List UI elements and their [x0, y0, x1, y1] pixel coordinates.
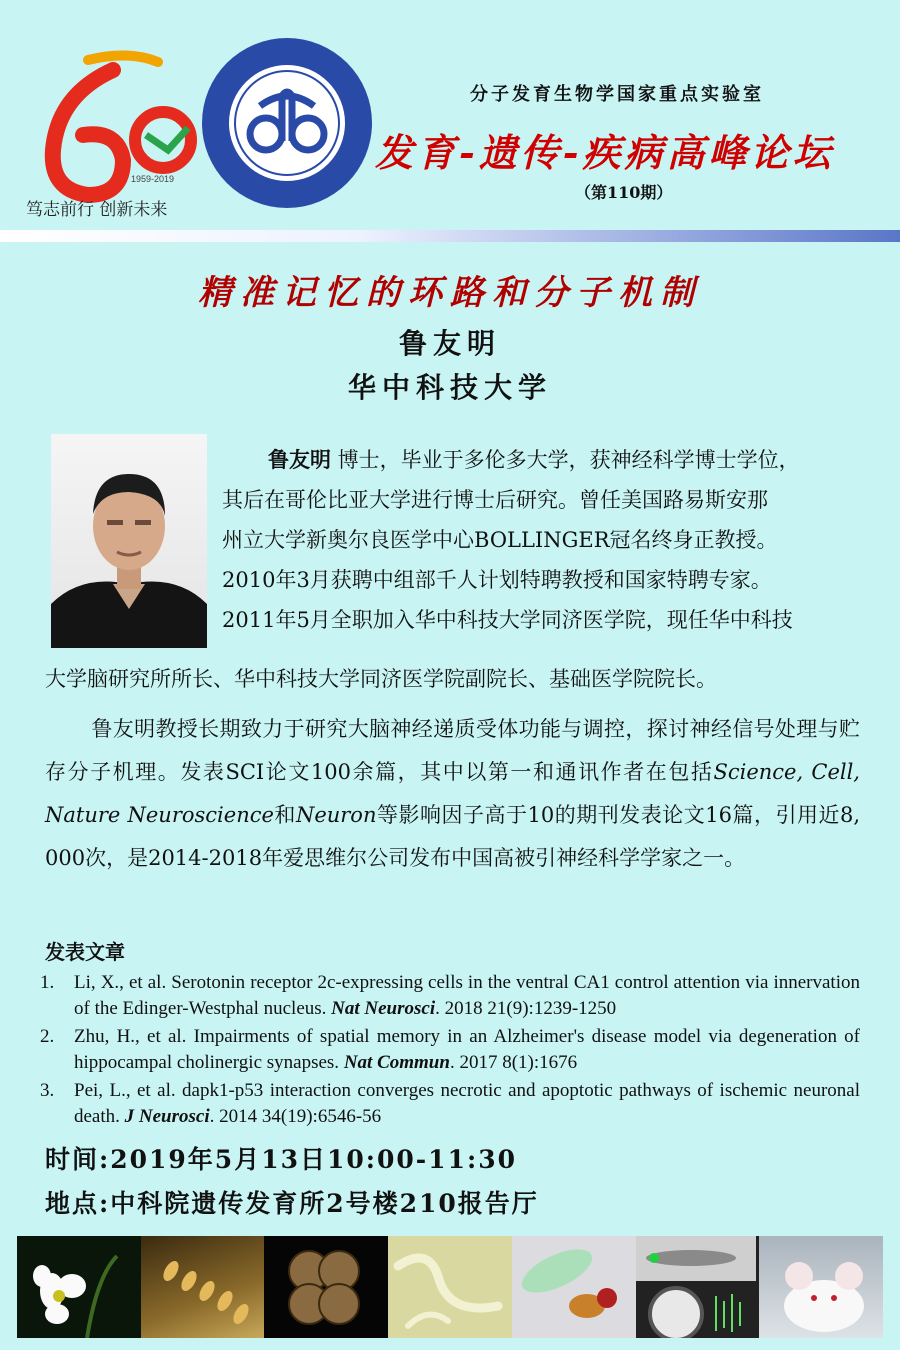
nematode-worm-image: [388, 1236, 512, 1338]
anniversary-motto: 笃志前行 创新未来: [26, 200, 168, 220]
event-place: 地点:中科院遗传发育所2号楼210报告厅: [45, 1189, 539, 1218]
bio-line: 2011年5月全职加入华中科技大学同济医学院，现任华中科技: [222, 608, 793, 632]
speaker-name: 鲁友明: [398, 327, 501, 360]
research-paragraph: [45, 708, 860, 880]
publication-tail: . 2018 21(9):1239-1250: [435, 998, 617, 1019]
speaker-photo: [51, 434, 207, 648]
publication-item: [40, 970, 860, 1022]
speaker-bio: [222, 440, 862, 640]
lab-seal-logo: [200, 36, 375, 211]
publications-heading: 发表文章: [45, 940, 125, 964]
publication-text: Li, X., et al. Serotonin receptor 2c-expressing cells in the ventral CA1 control attention via innervation of the Edinger-Westphal nucleus.: [74, 972, 860, 1019]
research-journal-neuron: Neuron: [295, 803, 377, 827]
research-and: 和: [273, 803, 296, 827]
forum-issue: （第110期）: [575, 183, 673, 202]
forum-title: 发育-遗传-疾病高峰论坛: [375, 130, 835, 175]
speaker-institution: 华中科技大学: [347, 371, 552, 404]
anniversary-years: 1959-2019: [131, 174, 175, 184]
publication-item: [40, 1024, 860, 1076]
publication-journal: Nat Neurosci: [331, 998, 436, 1019]
research-text-1: 鲁友明教授长期致力于研究大脑神经递质受体功能与调控，探讨神经信号处理与贮存分子机理。发表SCI论文100余篇，其中以第一和通讯作者在包括: [45, 717, 860, 784]
bio-last-line: 大学脑研究所所长、华中科技大学同济医学院副院长、基础医学院院长。: [45, 667, 717, 691]
bio-line: 州立大学新奥尔良医学中心BOLLINGER冠名终身正教授。: [222, 528, 778, 552]
research-text-2: 等影响因子高于10的期刊发表论文16篇，引用近8, 000次，是2014-2018年爱思维尔公司发布中国高被引神经科学学家之一。: [45, 803, 861, 870]
embryo-cells-image: [264, 1236, 388, 1338]
bio-name: 鲁友明: [268, 447, 331, 472]
bio-line: 2010年3月获聘中组部千人计划特聘教授和国家特聘专家。: [222, 568, 772, 592]
publication-journal: Nat Commun: [343, 1052, 450, 1073]
bio-line: [222, 440, 862, 480]
publication-text: Pei, L., et al. dapk1-p53 interaction converges necrotic and apoptotic pathways of ischemic neuronal death.: [74, 1080, 860, 1127]
anniversary-logo: [18, 40, 198, 230]
publication-text: Zhu, H., et al. Impairments of spatial memory in an Alzheimer's disease model via degeneration of hippocampal cholinergic synapses.: [74, 1026, 860, 1073]
event-time: 时间:2019年5月13日10:00-11:30: [45, 1145, 517, 1174]
bio-line: 其后在哥伦比亚大学进行博士后研究。曾任美国路易斯安那: [222, 488, 768, 512]
publication-number: 3.: [40, 1080, 55, 1101]
publication-number: 1.: [40, 972, 55, 993]
publication-item: [40, 1078, 860, 1130]
publication-tail: . 2014 34(19):6546-56: [209, 1106, 382, 1127]
zebrafish-image: [636, 1236, 760, 1338]
publication-number: 2.: [40, 1026, 55, 1047]
publication-journal: J Neurosci: [124, 1106, 210, 1127]
talk-title: 精准记忆的环路和分子机制: [198, 273, 702, 313]
organism-image-strip: [17, 1236, 883, 1338]
lab-name: 分子发育生物学国家重点实验室: [470, 84, 764, 105]
fruit-fly-image: [512, 1236, 636, 1338]
publication-tail: . 2017 8(1):1676: [449, 1052, 578, 1073]
bio-line-text: 博士，毕业于多伦多大学，获神经科学博士学位，: [331, 448, 800, 472]
publications-list: [40, 970, 860, 1132]
arabidopsis-flower-image: [17, 1236, 141, 1338]
mouse-image: [759, 1236, 883, 1338]
research-journals: Science, Cell, Nature Neuroscience: [45, 760, 860, 827]
rice-grain-image: [141, 1236, 265, 1338]
header-divider: [0, 230, 900, 242]
